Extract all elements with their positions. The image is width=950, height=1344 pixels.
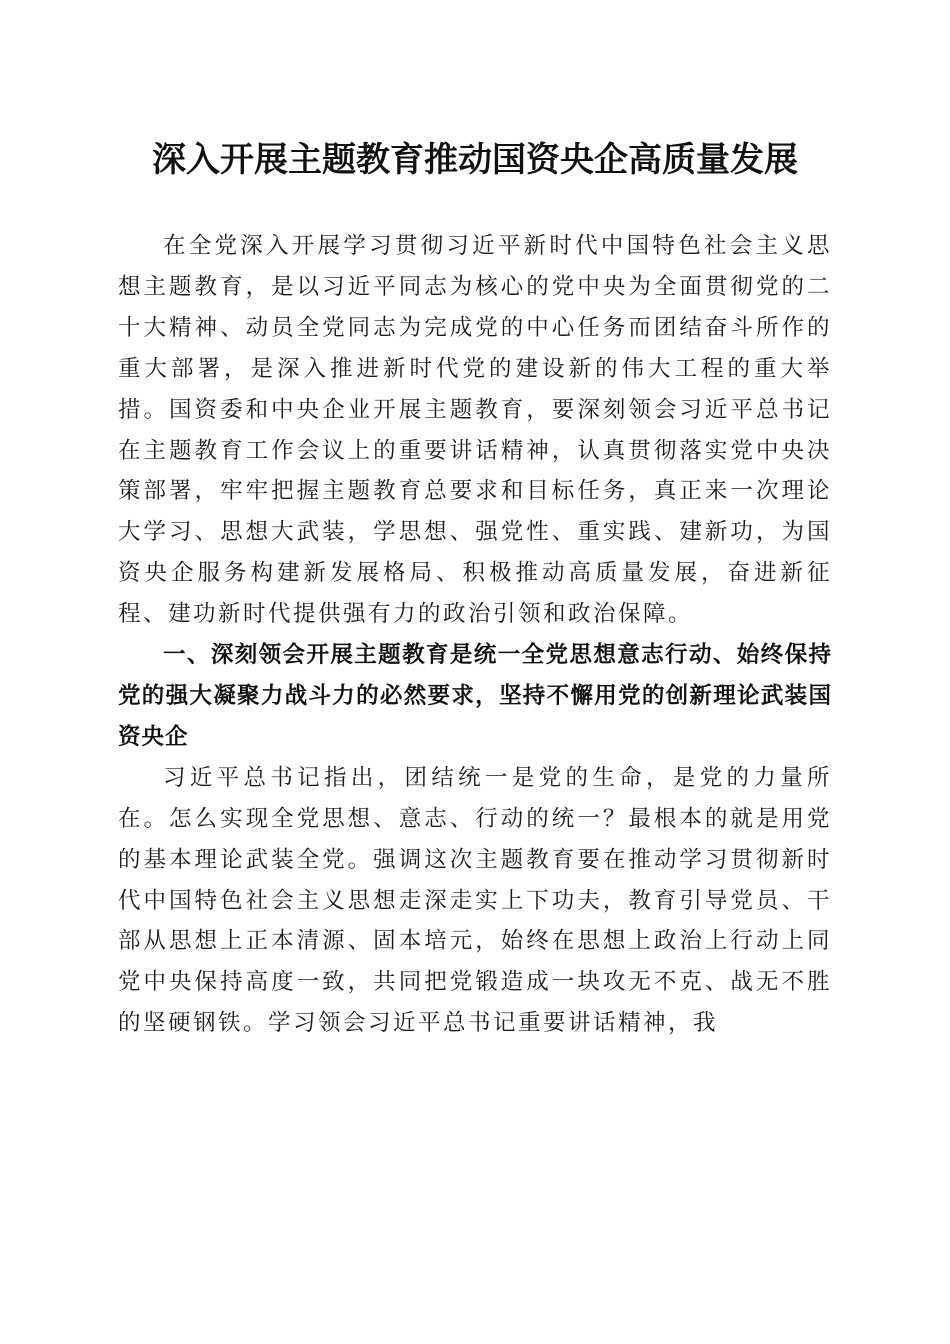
section-paragraph: 习近平总书记指出，团结统一是党的生命，是党的力量所在。怎么实现全党思想、意志、行动的统一？最根本的就是用党的基本理论武装全党。强调这次主题教育要在推动学习贯彻新时代中国特色社会主义思想走深走实上下功夫，教育引导党员、干部从思想上正本清源、固本培元，始终在思想上政治上行动上同党中央保持高度一致，共同把党锻造成一块攻无不克、战无不胜的坚硬钢铁。学习领会习近平总书记重要讲话精神，我: [118, 764, 832, 1037]
document-title: 深入开展主题教育推动国资央企高质量发展: [152, 140, 798, 180]
intro-paragraph: 在全党深入开展学习贯彻习近平新时代中国特色社会主义思想主题教育，是以习近平同志为核心的党中央为全面贯彻党的二十大精神、动员全党同志为完成党的中心任务而团结奋斗所作的重大部署，是深入推进新时代党的建设新的伟大工程的重大举措。国资委和中央企业开展主题教育，要深刻领会习近平总书记在主题教育工作会议上的重要讲话精神，认真贯彻落实党中央决策部署，牢牢把握主题教育总要求和目标任务，真正来一次理论大学习、思想大武装，学思想、强党性、重实践、建新功，为国资央企服务构建新发展格局、积极推动高质量发展，奋进新征程、建功新时代提供强有力的政治引领和政治保障。: [118, 233, 832, 628]
document-body: [118, 226, 832, 1044]
section-heading: 一、深刻领会开展主题教育是统一全党思想意志行动、始终保持党的强大凝聚力战斗力的必然要求，坚持不懈用党的创新理论武装国资央企: [118, 642, 832, 750]
